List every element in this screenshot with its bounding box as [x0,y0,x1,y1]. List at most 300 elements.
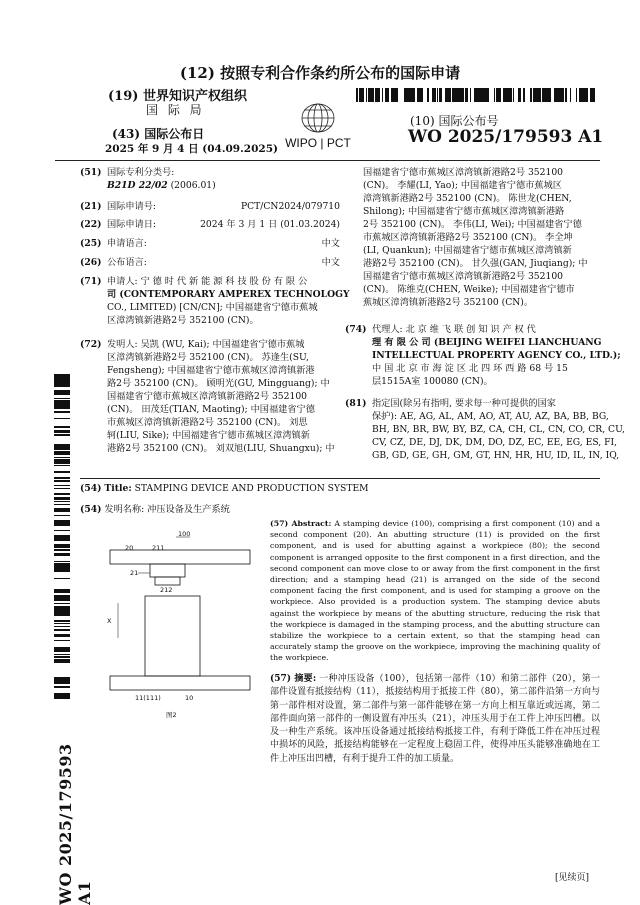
barcode-bar [54,620,70,621]
barcode-bar [54,623,70,624]
barcode-bar [54,636,70,637]
filing-date-value: 2024 年 3 月 1 日 (01.03.2024) [200,219,340,230]
barcode-bar [406,88,407,102]
barcode-bar [54,457,70,458]
stamping-head [150,564,185,577]
wipo-pct-logo [268,100,368,152]
barcode-bar [378,88,380,102]
barcode-bar [593,88,594,102]
barcode-bar [437,88,438,102]
barcode-bar [54,525,70,526]
filing-language-label: 申请语言: [107,238,147,249]
barcode-bar [411,88,413,102]
barcode-bar [54,634,70,636]
barcode-bar [592,88,593,102]
barcode-bar [535,88,538,102]
barcode-bar [54,448,70,450]
barcode-bar [547,88,549,102]
title-label: Title: [104,483,132,494]
barcode-bar [533,88,535,102]
barcode-bar [474,88,476,102]
barcode-bar [556,88,557,102]
barcode-bar [404,88,406,102]
barcode-bar [457,88,459,102]
barcode-bar [54,390,70,392]
barcode-bar [465,88,468,102]
inventor-line: 港路2号 352100 (CN)。 刘双旭(LIU, Shuangxu); 中 [107,443,335,454]
agent-line: INTELLECTUAL PROPERTY AGENCY CO., LTD.); [372,350,621,361]
agent-line: 中 国 北 京 市 海 淀 区 北 四 环 西 路 68 号 15 [372,363,568,374]
abstract-text: A stamping device (100), comprising a first component (10) and a second component (20). An abutting structure (11) is provided on the first component, and is used for abutting against a workpiece (80); the second component is arranged opposite to the first component in a first direction, and the second component can move close to or away from the first component in the first direction; and a stamping head (21) is arranged on the side of the second component facing the first component, and is used for stamping a groove on the workpiece. Also provided is a production system. The stamping device abuts against the workpiece by means of the abutting structure, reducing the risk that the workpiece is damaged in the stamping process, and the abutting structure can stabilize the workpiece to a certain extent, so that the stamping head can accurately stamp the groove on the workpiece, improving the machining quality of the workpiece. [270,519,600,663]
barcode-bar [524,88,525,102]
barcode-bar [382,88,383,102]
document-title: (12) 按照专利合作条约所公布的国际申请 [179,64,461,82]
inventor-line: 发明人: 吴凯 (WU, Kai); 中国福建省宁德市蕉城 [107,339,305,350]
ref-11: 11(111) [135,694,161,702]
ref-10: 10 [185,694,194,702]
barcode-bar [54,561,70,562]
ref-20: 20 [125,544,134,552]
barcode-bar [407,88,408,102]
barcode-bar [441,88,442,102]
barcode-bar [476,88,479,102]
second-component [110,550,250,564]
patent-figure [100,528,260,733]
barcode-bar [54,431,70,433]
barcode-bar [452,88,453,102]
barcode-bar [54,611,70,613]
barcode-bar [54,381,70,382]
ref-211: 211 [152,544,165,552]
barcode-bar [507,88,510,102]
barcode-bar [432,88,433,102]
barcode-bar [54,465,70,466]
barcode-bar [408,88,411,102]
barcode-bar [594,88,595,102]
states-line: CV, CZ, DE, DJ, DK, DM, DO, DZ, EC, EE, EG, ES, FI, [372,437,618,448]
inventor-line: 国福建省宁德市蕉城区漳湾镇新港路2号 352100 [363,271,564,282]
organization-label: 世界知识产权组织 [142,89,247,104]
barcode-bar [370,88,372,102]
barcode-bar [570,88,571,102]
barcode-bar [563,88,564,102]
figure-caption: 图2 [166,711,177,719]
field-number: (54) [80,483,102,494]
barcode-bar [54,596,70,597]
barcode-bar [54,608,70,610]
barcode-bar [54,392,70,394]
barcode-bar [54,497,70,500]
publication-date-value: 2025 年 9 月 4 日 (04.09.2025) [105,143,278,155]
barcode-bar [586,88,587,102]
barcode-bar [445,88,447,102]
field-number: (22) [80,219,102,230]
publication-language-label: 公布语言: [107,257,147,268]
barcode-bar [54,452,70,454]
barcode-bar [591,88,592,102]
barcode-bar [470,88,471,102]
barcode-bar [54,520,70,522]
barcode-bar [590,88,591,102]
barcode-bar [54,386,70,387]
application-number-value: PCT/CN2024/079710 [240,201,340,212]
applicant-line: 司 (CONTEMPORARY AMPEREX TECHNOLOGY [107,289,350,300]
applicant-line: 申请人: 宁 德 时 代 新 能 源 科 技 股 份 有 限 公 [107,276,308,287]
filing-language-value: 中文 [321,238,340,249]
inventor-line: 市蕉城区漳湾镇新港路2号 352100 (CN)。 刘思 [107,417,308,428]
abstract-text: 一种冲压设备（100），包括第一部件（10）和第二部件（20），第一部件设置有抵接结构（11），抵接结构用于抵接工件（80），第二部件沿第一方向与第一部件相对设置，第二部件与第一部件能够在第一方向上相互靠近或远离，第二部件面向第一部件的一侧设置有冲压头（21），冲压头用于在工件上冲压凹槽。以及一种生产系统。该冲压设备通过抵接结构抵接工件，有利于降低工件在冲压过程中损坏的风险，抵接结构能够在一定程度上稳固工件，使得冲压头能够准确地在工件上冲压出凹槽，有利于提升工件的加工质量。 [270,674,600,764]
barcode-bar [54,477,70,479]
barcode-bar [54,451,70,452]
barcode-bar [54,446,70,448]
abstract-english [270,518,600,664]
title-value: STAMPING DEVICE AND PRODUCTION SYSTEM [134,483,369,494]
title-english [80,483,369,494]
applicant-line: CO., LIMITED) [CN/CN]; 中国福建省宁德市蕉城 [107,302,318,313]
barcode-bar [54,590,70,591]
title-chinese [80,501,230,515]
barcode-bar [54,647,70,649]
barcode-bar [54,592,70,593]
barcode-bar [54,610,70,611]
barcode-bar [54,509,70,512]
title-divider [80,478,600,479]
inventor-line: 市蕉城区漳湾镇新港路2号 352100 (CN)。 李全坤 [363,232,573,243]
inventor-line: 漳湾镇新港路2号 352100 (CN)。 陈世龙(CHEN, [363,193,572,204]
barcode-bar [566,88,567,102]
barcode-bar [554,88,556,102]
barcode-bar [513,88,514,102]
barcode-bar [54,411,70,412]
barcode-bar [448,88,450,102]
barcode-bar [576,88,577,102]
barcode-bar [54,430,70,431]
barcode-bar [585,88,586,102]
barcode-bar [54,538,70,540]
barcode-bar [582,88,585,102]
barcode-bar [557,88,558,102]
barcode-bar [479,88,480,102]
barcode-bar [54,613,70,614]
barcode-bar [579,88,580,102]
barcode-bar [496,88,498,102]
inventor-line: (CN)。 田茂廷(TIAN, Maoting); 中国福建省宁德 [107,404,315,415]
barcode-bar [461,88,464,102]
barcode-bar [54,682,70,683]
barcode-bar [482,88,484,102]
barcode-bar [54,402,70,403]
barcode-bar [456,88,457,102]
bureau-label: 国 际 局 [146,103,205,117]
barcode-bar [54,454,70,455]
barcode-bar [54,662,70,663]
field-number: (54) [80,504,102,515]
barcode-bar [560,88,562,102]
barcode-bar [372,88,374,102]
barcode-bar [550,88,551,102]
barcode-bar [562,88,563,102]
barcode-bar [54,679,70,680]
barcode-bar [391,88,392,102]
barcode-bar [545,88,547,102]
barcode-bar [54,603,70,604]
barcode-bar [54,400,70,402]
organization-number: (19) [108,89,139,104]
abutting-structure [145,596,200,676]
inventor-line: 轲(LIU, Sike); 中国福建省宁德市蕉城区漳湾镇新 [107,430,310,441]
title-label: 发明名称: [104,504,145,515]
inventor-line: 2号 352100 (CN)。 李伟(LI, Wei); 中国福建省宁德 [363,219,582,230]
top-barcode [355,88,595,102]
barcode-bar [428,88,429,102]
publication-number-label: (10) 国际公布号 [410,114,499,128]
field-number: (51) [80,167,102,178]
field-number: (74) [345,324,367,335]
barcode-bar [494,88,495,102]
barcode-bar [518,88,520,102]
barcode-bar [439,88,440,102]
agent-line: 层1515A室 100080 (CN)。 [372,376,493,387]
barcode-bar [376,88,378,102]
barcode-bar [542,88,545,102]
barcode-bar [54,524,70,525]
barcode-bar [54,549,70,551]
barcode-bar [453,88,456,102]
ref-21: 21 [130,569,139,577]
barcode-bar [506,88,507,102]
barcode-bar [54,696,70,699]
barcode-bar [565,88,566,102]
barcode-bar [54,683,70,684]
barcode-bar [54,599,70,601]
header-divider [55,160,600,161]
barcode-bar [486,88,488,102]
inventor-line: 港路2号 352100 (CN)。 甘久强(GAN, Jiuqiang); 中 [363,258,588,269]
publication-number: WO 2025/179593 A1 [408,127,604,147]
barcode-bar [484,88,486,102]
barcode-bar [54,493,70,495]
bibliographic-right-column [345,166,625,481]
barcode-bar [54,488,70,489]
barcode-bar [54,463,70,464]
states-line: 指定国(除另有指明, 要求每一种可提供的国家 [372,398,556,409]
barcode-bar [498,88,499,102]
barcode-bar [54,626,70,627]
barcode-bar [530,88,532,102]
field-number: (21) [80,201,102,212]
inventor-line: Fengsheng); 中国福建省宁德市蕉城区漳湾镇新港 [107,365,315,376]
barcode-bar [388,88,389,102]
agent-line: 代理人: 北 京 维 飞 联 创 知 识 产 权 代 [372,324,536,335]
barcode-bar [54,374,70,375]
publication-date-label: (43) 国际公布日 [112,127,205,141]
barcode-bar [54,461,70,462]
barcode-bar [393,88,395,102]
barcode-bar [54,379,70,381]
barcode-bar [413,88,415,102]
barcode-bar [54,459,70,461]
states-line: GB, GD, GE, GH, GM, GT, HN, HR, HU, ID, IL, IN, IQ, [372,450,620,461]
barcode-bar [54,530,70,531]
barcode-bar [54,508,70,509]
barcode-bar [558,88,560,102]
barcode-bar [54,544,70,546]
barcode-bar [368,88,370,102]
title-value: 冲压设备及生产系统 [147,504,230,515]
states-line: 保护): AE, AG, AL, AM, AO, AT, AU, AZ, BA, BB, BG, [372,411,609,422]
side-barcode [54,370,70,700]
ref-212: 212 [160,586,173,594]
barcode-bar [54,570,70,572]
barcode-bar [387,88,388,102]
field-number: (71) [80,276,102,287]
agent-line: 理 有 限 公 司 (BEIJING WEIFEI LIANCHUANG [372,337,602,348]
inventor-line: 蕉城区漳湾镇新港路2号 352100 (CN)。 [363,297,534,308]
inventor-line: Shilong); 中国福建省宁德市蕉城区漳湾镇新港路 [363,206,565,217]
barcode-bar [54,480,70,482]
abstract-chinese [270,673,600,766]
barcode-bar [54,693,70,696]
barcode-bar [54,568,70,570]
barcode-bar [54,412,70,413]
side-publication-number: WO 2025/179593 A1 [56,743,94,905]
barcode-bar [54,485,70,486]
barcode-bar [54,629,70,631]
barcode-bar [54,407,70,409]
barcode-bar [385,88,387,102]
barcode-bar [54,621,70,622]
barcode-bar [510,88,512,102]
barcode-bar [434,88,435,102]
classification-value: B21D 22/02 [107,180,168,191]
barcode-bar [505,88,506,102]
barcode-bar [447,88,448,102]
barcode-bar [54,677,70,679]
continued-note: [见续页] [555,873,590,883]
classification-year: (2006.01) [167,180,216,191]
barcode-bar [523,88,524,102]
inventor-line: (LI, Quankun); 中国福建省宁德市蕉城区漳湾镇新 [363,245,572,256]
barcode-bar [54,649,70,652]
barcode-bar [480,88,482,102]
barcode-bar [54,659,70,662]
barcode-bar [417,88,419,102]
publication-language-value: 中文 [321,257,340,268]
barcode-bar [500,88,501,102]
abstract-label: (57) 摘要: [270,674,317,684]
barcode-bar [422,88,423,102]
barcode-bar [54,434,70,436]
barcode-bar [54,376,70,379]
barcode-bar [54,445,70,446]
barcode-bar [580,88,582,102]
barcode-bar [54,501,70,502]
barcode-bar [54,444,70,445]
field-number: (72) [80,339,102,350]
barcode-bar [54,595,70,596]
barcode-bar [54,398,70,399]
barcode-bar [503,88,505,102]
barcode-bar [54,680,70,682]
barcode-bar [488,88,489,102]
barcode-bar [54,591,70,592]
barcode-bar [54,385,70,386]
field-number: (81) [345,398,367,409]
barcode-bar [54,382,70,385]
ref-100: 100 [178,530,191,538]
barcode-bar [54,418,70,419]
barcode-bar [549,88,550,102]
stamping-tip [155,577,180,585]
barcode-bar [54,535,70,538]
barcode-bar [54,553,70,556]
barcode-bar [54,504,70,505]
barcode-bar [587,88,588,102]
barcode-bar [54,546,70,548]
field-number: (26) [80,257,102,268]
barcode-bar [392,88,393,102]
first-component [110,676,250,690]
barcode-bar [54,462,70,463]
abstract-label: (57) Abstract: [270,519,332,528]
barcode-bar [54,403,70,405]
barcode-bar [396,88,398,102]
barcode-bar [499,88,500,102]
barcode-bar [54,394,70,395]
barcode-bar [54,375,70,376]
inventor-line: 路2号 352100 (CN)。 顾明光(GU, Mingguang); 中 [107,378,330,389]
classification-label: 国际专利分类号: [107,167,175,178]
barcode-bar [375,88,376,102]
barcode-bar [54,656,70,658]
inventor-line: 国福建省宁德市蕉城区漳湾镇新港路2号 352100 [107,391,308,402]
barcode-bar [54,686,70,688]
barcode-bar [440,88,441,102]
barcode-bar [54,606,70,608]
logo-text: WIPO | PCT [285,136,351,150]
barcode-bar [54,563,70,566]
barcode-bar [538,88,540,102]
barcode-bar [54,405,70,407]
barcode-bar [54,515,70,516]
inventor-line: (CN)。 陈维克(CHEN, Weike); 中国福建省宁德市 [363,284,575,295]
barcode-bar [54,589,70,590]
inventor-line: (CN)。 李耀(LI, Yao); 中国福建省宁德市蕉城区 [363,180,562,191]
applicant-line: 区漳湾镇新港路2号 352100 (CN)。 [107,315,259,326]
inventor-line: 国福建省宁德市蕉城区漳湾镇新港路2号 352100 [363,167,564,178]
barcode-bar [54,566,70,568]
inventor-line: 区漳湾镇新港路2号 352100 (CN)。 苏逢生(SU, [107,352,309,363]
barcode-bar [54,522,70,524]
field-number: (25) [80,238,102,249]
barcode-bar [540,88,541,102]
barcode-bar [433,88,434,102]
ref-x: X [107,617,112,625]
barcode-bar [459,88,461,102]
application-number-label: 国际申请号: [107,201,157,212]
barcode-bar [450,88,451,102]
filing-date-label: 国际申请日: [107,219,157,230]
barcode-bar [435,88,436,102]
states-line: BH, BN, BR, BW, BY, BZ, CA, CH, CL, CN, CO, CR, CU, [372,424,625,435]
barcode-bar [54,654,70,655]
barcode-bar [54,614,70,616]
wipo-emblem-icon [302,104,334,132]
barcode-bar [520,88,521,102]
barcode-bar [54,540,70,541]
barcode-bar [395,88,396,102]
barcode-bar [419,88,422,102]
